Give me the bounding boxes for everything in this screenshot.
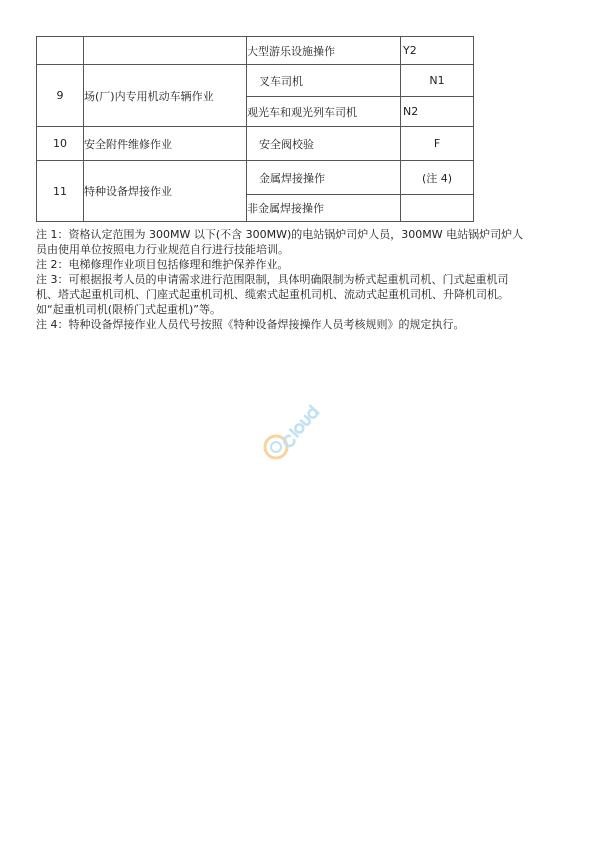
code-cell: Y2	[401, 37, 474, 65]
item-cell: 观光车和观光列车司机	[247, 97, 401, 127]
note-line: 注 2：电梯修理作业项目包括修理和维护保养作业。	[36, 258, 289, 271]
category-cell: 特种设备焊接作业	[84, 161, 247, 222]
code-cell: N1	[401, 65, 474, 97]
code-cell: F	[401, 127, 474, 161]
item-cell: 安全阀校验	[247, 127, 401, 161]
item-cell: 叉车司机	[247, 65, 401, 97]
category-cell	[84, 37, 247, 65]
code-cell	[401, 195, 474, 222]
row-number: 9	[37, 65, 84, 127]
table-row	[37, 161, 474, 195]
item-cell: 金属焊接操作	[247, 161, 401, 195]
note-line: 注 1：资格认定范围为 300MW 以下(不含 300MW)的电站锅炉司炉人员，300MW 电站锅炉司炉人	[36, 228, 524, 241]
note-line: 机、塔式起重机司机、门座式起重机司机、缆索式起重机司机、流动式起重机司机、升降机司机。	[36, 288, 509, 301]
table-row	[37, 127, 474, 161]
cloud-logo-icon	[262, 381, 344, 465]
notes-section	[36, 227, 556, 332]
row-number	[37, 37, 84, 65]
row-number: 11	[37, 161, 84, 222]
certification-table	[36, 36, 474, 222]
table-row	[37, 65, 474, 97]
note-line: 注 4：特种设备焊接作业人员代号按照《特种设备焊接操作人员考核规则》的规定执行。	[36, 318, 465, 331]
category-cell: 安全附件维修作业	[84, 127, 247, 161]
item-cell: 大型游乐设施操作	[247, 37, 401, 65]
table-row	[37, 37, 474, 65]
note-line: 如“起重机司机(限桥门式起重机)”等。	[36, 303, 221, 316]
code-cell: N2	[401, 97, 474, 127]
item-cell: 非金属焊接操作	[247, 195, 401, 222]
note-line: 员由使用单位按照电力行业规范自行进行技能培训。	[36, 243, 289, 256]
note-line: 注 3：可根据报考人员的申请需求进行范围限制，具体明确限制为桥式起重机司机、门式起重机司	[36, 273, 509, 286]
code-cell: (注 4)	[401, 161, 474, 195]
row-number: 10	[37, 127, 84, 161]
category-cell: 场(厂)内专用机动车辆作业	[84, 65, 247, 127]
